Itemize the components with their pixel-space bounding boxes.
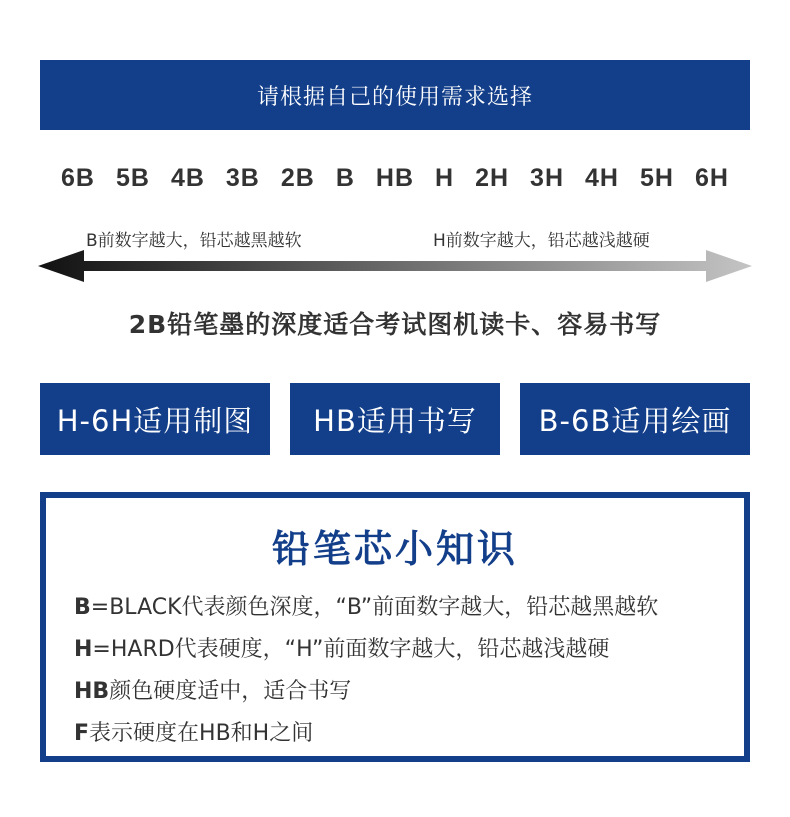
grade-6h: 6H [694,163,729,192]
fact-key: F [74,721,90,746]
fact-key: H [74,637,93,662]
hardness-grade-row [40,158,750,198]
pencil-knowledge-panel [40,492,750,762]
double-arrow-gradient-icon [38,249,752,283]
top-banner [40,60,750,130]
gradient-arrow-shape [38,250,752,282]
use-writing-label: HB适用书写 [313,403,477,438]
grade-6b: 6B [61,163,95,192]
use-drafting-box [40,383,270,455]
use-drafting-label: H-6H适用制图 [56,403,254,438]
banner-text: 请根据自己的使用需求选择 [256,84,533,110]
grade-hb: HB [375,163,415,192]
grade-5h: 5H [639,163,674,192]
panel-title: 铅笔芯小知识 [271,527,518,571]
exam-recommendation-text: 2B铅笔墨的深度适合考试图机读卡、容易书写 [128,310,662,339]
grade-2b: 2B [280,163,315,192]
fact-h [74,632,609,663]
grade-3b: 3B [225,163,260,192]
grade-b: B [335,163,355,192]
fact-text: 表示硬度在HB和H之间 [89,721,314,746]
grade-h: H [435,163,455,192]
grade-4h: 4H [585,163,619,192]
grade-4b: 4B [170,163,205,192]
fact-key: B [74,595,91,620]
soft-side-note: B前数字越大，铅芯越黑越软 [86,231,302,251]
fact-key: HB [74,679,110,704]
use-drawing-box [520,383,750,455]
fact-f [74,716,313,747]
fact-hb [74,674,351,705]
grade-5b: 5B [115,163,150,192]
use-writing-box [290,383,500,455]
hard-side-note: H前数字越大，铅芯越浅越硬 [433,231,650,251]
fact-b [74,590,658,621]
grade-2h: 2H [475,163,510,192]
fact-text: =HARD代表硬度，“H”前面数字越大，铅芯越浅越硬 [92,637,610,662]
fact-text: 颜色硬度适中，适合书写 [109,679,352,704]
use-drawing-label: B-6B适用绘画 [538,403,732,438]
grade-3h: 3H [530,163,565,192]
fact-text: =BLACK代表颜色深度，“B”前面数字越大，铅芯越黑越软 [90,595,659,620]
